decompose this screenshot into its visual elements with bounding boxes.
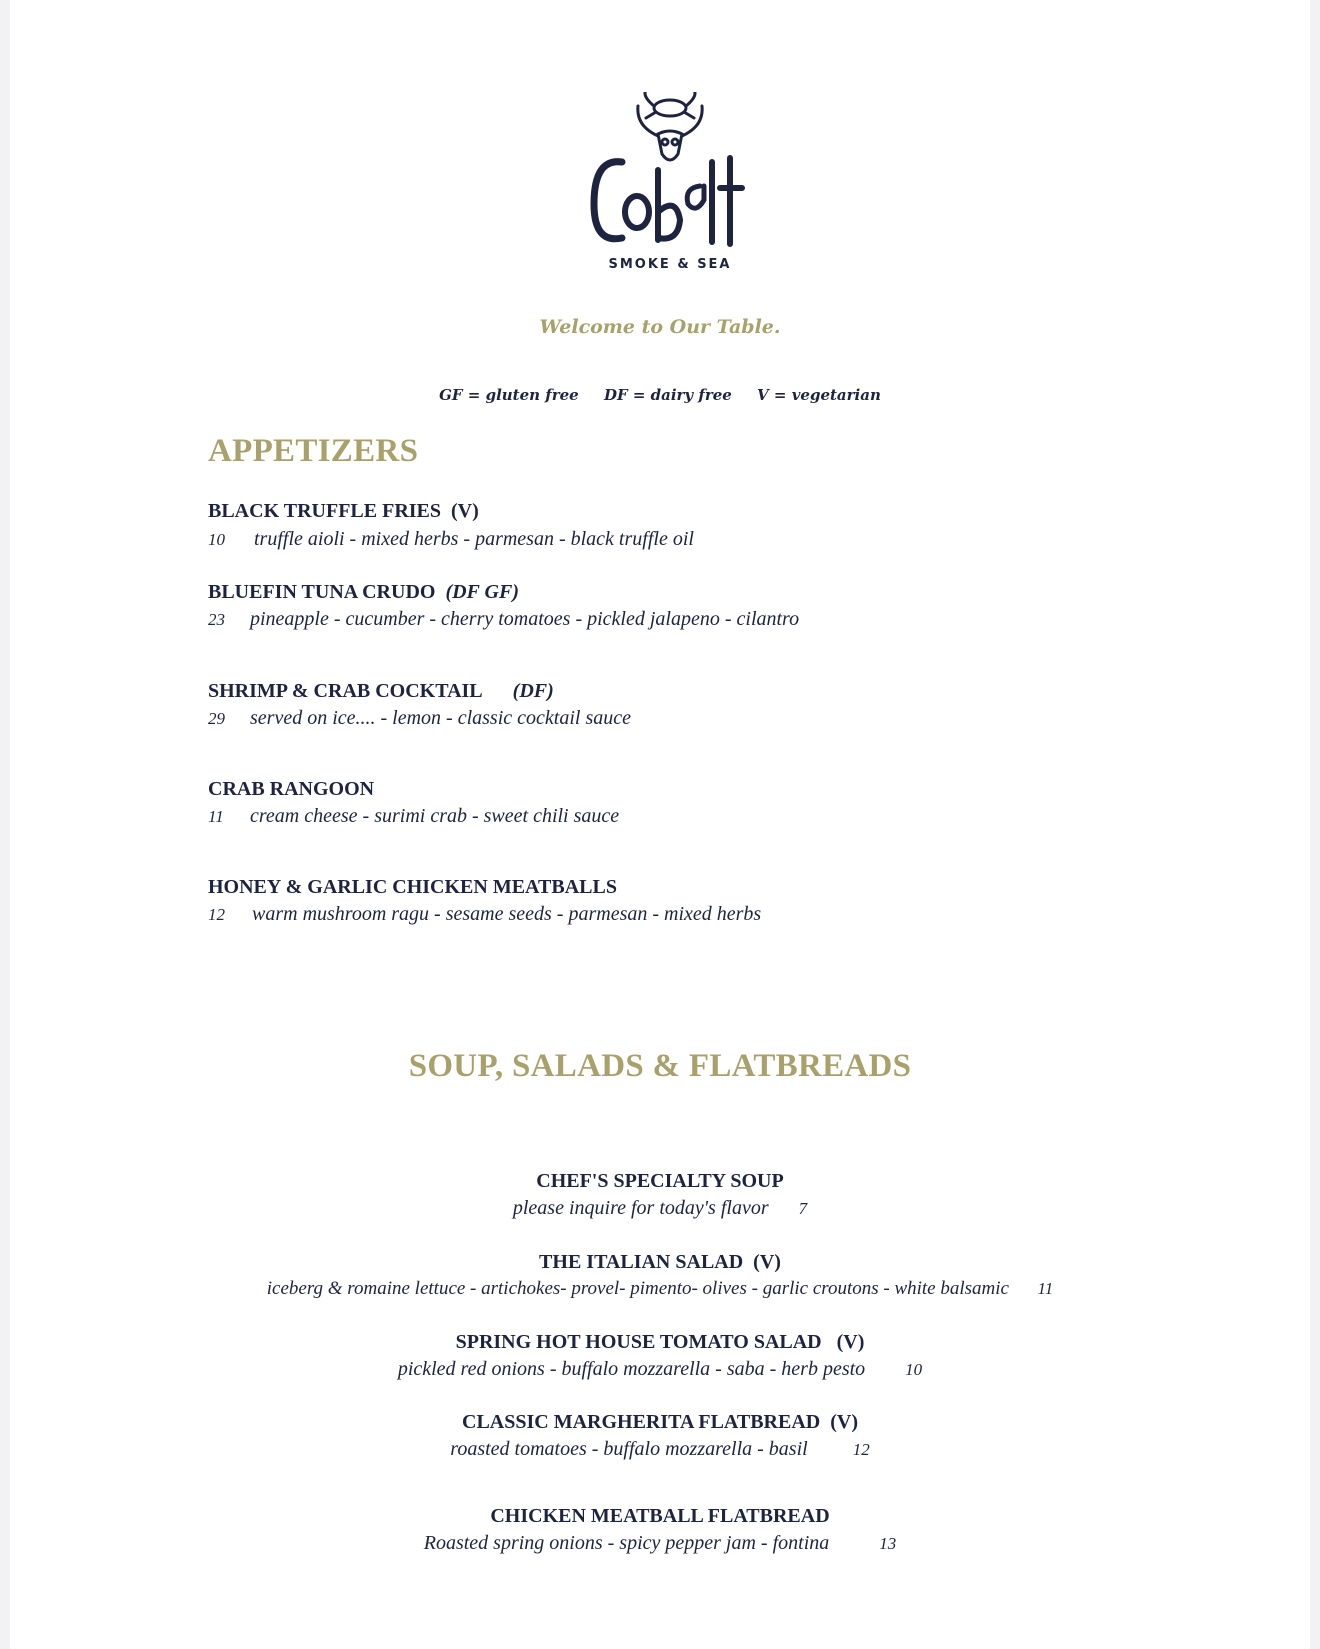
menu-page	[10, 0, 1310, 1649]
soup-salad-price: 12	[852, 1440, 870, 1459]
appetizer-price: 10	[208, 530, 225, 549]
soup-salad-name: SPRING HOT HOUSE TOMATO SALAD (V)	[455, 1331, 865, 1353]
legend-dairy-free: DF = dairy free	[603, 386, 732, 404]
appetizer-description: 23 pineapple - cucumber - cherry tomatoes - pickled jalapeno - cilantro	[208, 608, 800, 630]
appetizer-name: SHRIMP & CRAB COCKTAIL (DF)	[208, 680, 554, 702]
soup-salad-name: CLASSIC MARGHERITA FLATBREAD (V)	[462, 1411, 858, 1433]
appetizer-description: 12 warm mushroom ragu - sesame seeds - parmesan - mixed herbs	[208, 903, 762, 925]
soup-salad-description: pickled red onions - buffalo mozzarella - saba - herb pesto 10	[397, 1358, 923, 1380]
soup-salad-description: iceberg & romaine lettuce - artichokes- provel- pimento- olives - garlic croutons - white balsamic 11	[266, 1278, 1054, 1299]
appetizer-description: 10 truffle aioli - mixed herbs - parmesan - black truffle oil	[208, 528, 694, 550]
appetizer-name: HONEY & GARLIC CHICKEN MEATBALLS	[208, 876, 617, 898]
soup-salad-description: please inquire for today's flavor 7	[512, 1197, 808, 1219]
soup-salad-name: CHICKEN MEATBALL FLATBREAD	[490, 1505, 830, 1527]
appetizer-name: CRAB RANGOON	[208, 778, 375, 800]
soup-salad-price: 11	[1037, 1279, 1054, 1298]
legend-vegetarian: V = vegetarian	[757, 386, 881, 404]
dietary-legend	[10, 386, 1310, 404]
appetizer-description: 29 served on ice.... - lemon - classic cocktail sauce	[208, 707, 631, 729]
appetizer-name: BLACK TRUFFLE FRIES (V)	[208, 500, 479, 522]
appetizer-price: 12	[208, 905, 225, 924]
legend-gluten-free: GF = gluten free	[439, 386, 579, 404]
cobalt-logo	[580, 92, 760, 287]
soup-salad-price: 10	[905, 1360, 923, 1379]
soup-salad-description: roasted tomatoes - buffalo mozzarella - basil 12	[450, 1438, 870, 1460]
soup-salad-price: 7	[798, 1199, 808, 1218]
appetizer-price: 29	[208, 709, 225, 728]
soup-salad-description: Roasted spring onions - spicy pepper jam - fontina 13	[423, 1532, 897, 1554]
soup-salad-price: 13	[879, 1534, 897, 1553]
soups-salads-heading: SOUP, SALADS & FLATBREADS	[408, 1048, 912, 1084]
soup-salad-name: CHEF'S SPECIALTY SOUP	[536, 1170, 784, 1192]
crab-skull-logo-icon	[580, 92, 760, 287]
appetizer-price: 23	[208, 610, 225, 629]
appetizer-price: 11	[208, 807, 224, 826]
soup-salad-name: THE ITALIAN SALAD (V)	[539, 1251, 781, 1273]
appetizer-description: 11 cream cheese - surimi crab - sweet chili sauce	[208, 805, 620, 827]
brand-tagline: SMOKE & SEA	[608, 257, 732, 272]
appetizer-name: BLUEFIN TUNA CRUDO (DF GF)	[208, 581, 519, 603]
welcome-text: Welcome to Our Table.	[539, 316, 781, 338]
appetizers-heading: APPETIZERS	[208, 433, 419, 469]
